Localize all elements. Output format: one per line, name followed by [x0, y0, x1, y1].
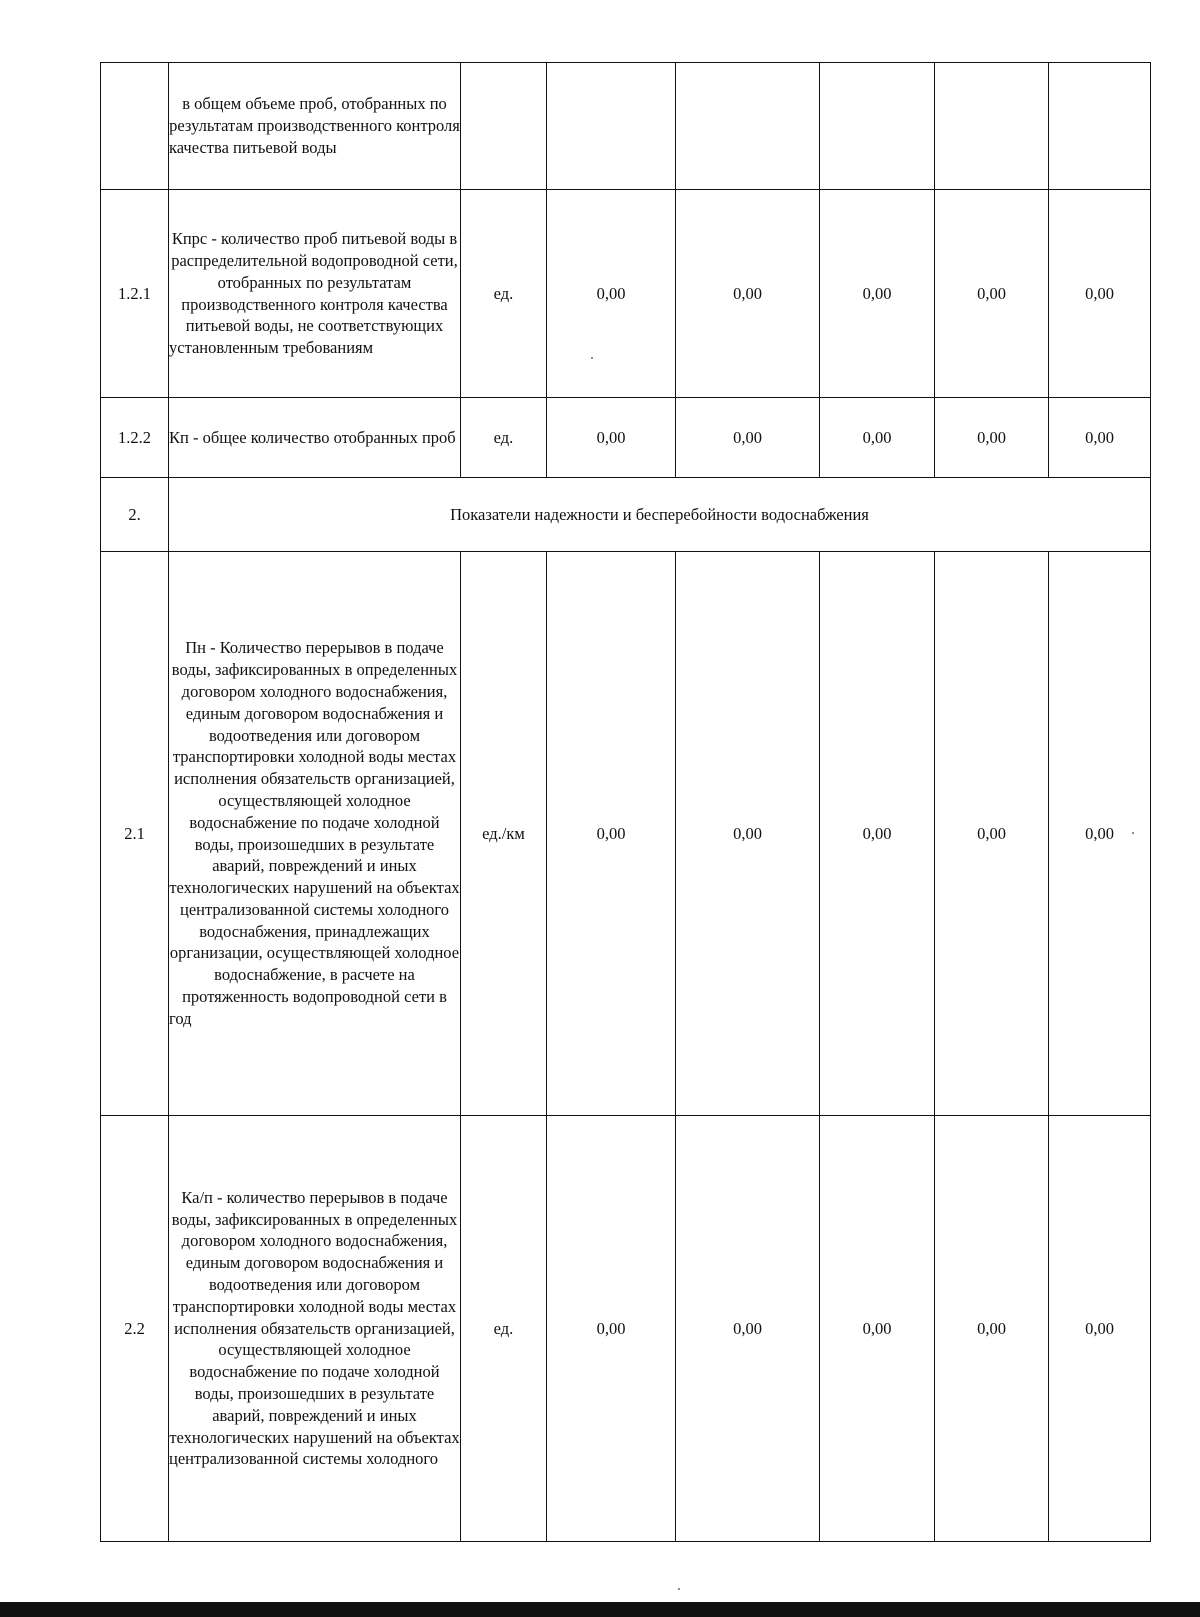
value-cell — [676, 63, 820, 190]
section-number: 2. — [101, 478, 169, 552]
value-cell: 0,00 — [935, 552, 1049, 1116]
indicator-description: Ка/п - количество перерывов в подаче воды, зафиксированных в определенных договором холодного водоснабжения, единым договором водоснабжения и водоотведения или договором транспортировки холодной воды местах исполнения обязательств организацией, осуществляющей холодное водоснабжение по подаче холодной воды, произошедших в результате аварий, повреждений и иных технологических нарушений на объектах централизованной системы холодного — [169, 1116, 461, 1542]
value-cell — [935, 63, 1049, 190]
value-cell: 0,00 — [547, 552, 676, 1116]
unit-cell: ед. — [461, 190, 547, 398]
unit-cell: ед./км — [461, 552, 547, 1116]
section-title: Показатели надежности и бесперебойности водоснабжения — [169, 478, 1151, 552]
value-cell: 0,00 — [676, 190, 820, 398]
value-cell: 0,00 — [1049, 190, 1151, 398]
row-number: 2.1 — [101, 552, 169, 1116]
scan-edge-bar — [0, 1602, 1200, 1617]
indicator-description: Кпрс - количество проб питьевой воды в распределительной водопроводной сети, отобранных по результатам производственного контроля качества питьевой воды, не соответствующих установленным требованиям — [169, 190, 461, 398]
table-row — [101, 63, 1151, 190]
scan-speck — [591, 357, 593, 359]
scan-speck — [1132, 832, 1134, 834]
value-cell: 0,00 — [820, 1116, 935, 1542]
section-row — [101, 478, 1151, 552]
value-cell: 0,00 — [547, 1116, 676, 1542]
value-cell — [1049, 63, 1151, 190]
value-cell: 0,00 — [820, 552, 935, 1116]
table-row — [101, 1116, 1151, 1542]
value-cell: 0,00 — [547, 398, 676, 478]
row-number: 1.2.2 — [101, 398, 169, 478]
value-cell: 0,00 — [676, 1116, 820, 1542]
unit-cell — [461, 63, 547, 190]
unit-cell: ед. — [461, 398, 547, 478]
value-cell: 0,00 — [935, 1116, 1049, 1542]
scan-speck — [678, 1588, 680, 1590]
value-cell: 0,00 — [820, 398, 935, 478]
indicators-table — [100, 62, 1151, 1542]
value-cell: 0,00 — [676, 398, 820, 478]
value-cell: 0,00 — [935, 190, 1049, 398]
value-cell: 0,00 — [1049, 552, 1151, 1116]
value-cell: 0,00 — [935, 398, 1049, 478]
value-cell — [820, 63, 935, 190]
indicator-description: Кп - общее количество отобранных проб — [169, 398, 461, 478]
unit-cell: ед. — [461, 1116, 547, 1542]
table-row — [101, 190, 1151, 398]
value-cell: 0,00 — [676, 552, 820, 1116]
table-row — [101, 552, 1151, 1116]
row-number — [101, 63, 169, 190]
value-cell: 0,00 — [547, 190, 676, 398]
value-cell: 0,00 — [1049, 1116, 1151, 1542]
row-number: 1.2.1 — [101, 190, 169, 398]
table-row — [101, 398, 1151, 478]
indicator-description: в общем объеме проб, отобранных по результатам производственного контроля качества питьевой воды — [169, 63, 461, 190]
indicator-description: Пн - Количество перерывов в подаче воды, зафиксированных в определенных договором холодного водоснабжения, единым договором водоснабжения и водоотведения или договором транспортировки холодной воды местах исполнения обязательств организацией, осуществляющей холодное водоснабжение по подаче холодной воды, произошедших в результате аварий, повреждений и иных технологических нарушений на объектах централизованной системы холодного водоснабжения, принадлежащих организации, осуществляющей холодное водоснабжение, в расчете на протяженность водопроводной сети в год — [169, 552, 461, 1116]
value-cell: 0,00 — [820, 190, 935, 398]
row-number: 2.2 — [101, 1116, 169, 1542]
value-cell — [547, 63, 676, 190]
value-cell: 0,00 — [1049, 398, 1151, 478]
